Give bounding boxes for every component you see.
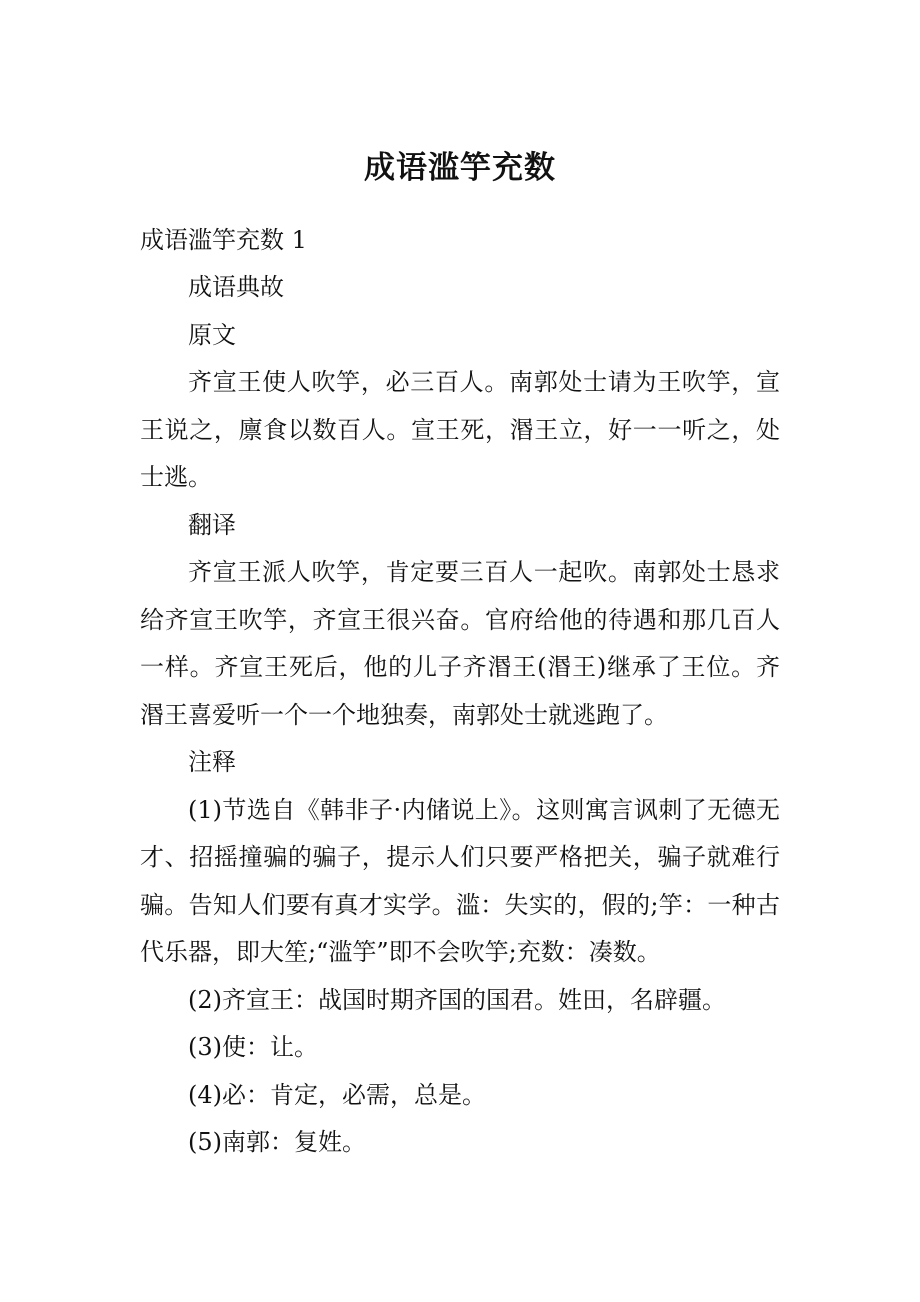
paragraph-note-1: (1)节选自《韩非子·内储说上》。这则寓言讽刺了无德无才、招摇撞骗的骗子，提示人们只要严格把关，骗子就难行骗。告知人们要有真才实学。滥：失实的，假的;竽：一种古代乐器，即大笙;“滥竽”即不会吹竽;充数：凑数。 [140,795,780,966]
paragraph-original-text: 齐宣王使人吹竽，必三百人。南郭处士请为王吹竽，宣王说之，廪食以数百人。宣王死，湣王立，好一一听之，处士逃。 [140,368,780,491]
paragraph-note-3: (3)使：让。 [188,1033,318,1061]
paragraph-note-2: (2)齐宣王：战国时期齐国的国君。姓田，名辟疆。 [188,985,726,1014]
paragraph-heading-story: 成语典故 [188,273,284,301]
paragraph-heading-original: 原文 [188,320,236,349]
paragraph-translation-text: 齐宣王派人吹竽，肯定要三百人一起吹。南郭处士恳求给齐宣王吹竽，齐宣王很兴奋。官府给他的待遇和那几百人一样。齐宣王死后，他的儿子齐湣王(湣王)继承了王位。齐湣王喜爱听一个一个地独奏，南郭处士就逃跑了。 [140,558,780,729]
paragraph-note-4: (4)必：肯定，必需，总是。 [188,1080,486,1109]
document-title: 成语滥竽充数 [364,150,556,186]
section-heading: 成语滥竽充数 1 [140,226,307,254]
document-page [140,0,780,1167]
paragraph-heading-notes: 注释 [188,748,236,776]
paragraph-note-5: (5)南郭：复姓。 [188,1128,366,1156]
paragraph-heading-translation: 翻译 [188,510,236,539]
